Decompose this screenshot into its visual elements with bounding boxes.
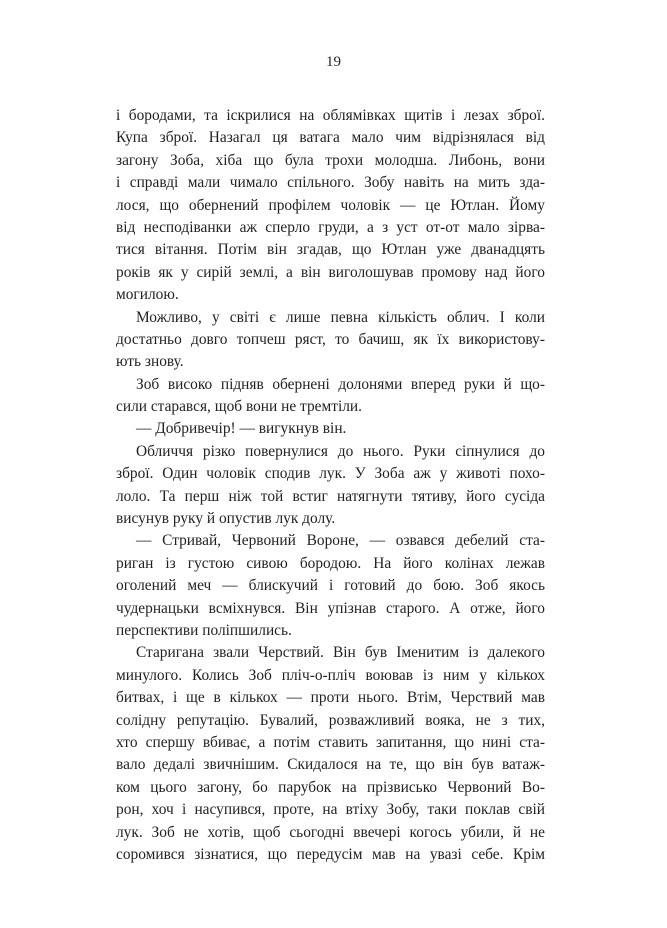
paragraph	[116, 530, 545, 642]
text-line: загону Зоба, хіба що була трохи молодша. Либонь, вони	[116, 151, 545, 169]
page-number: 19	[326, 54, 341, 70]
text-line: і справді мали чимало спільного. Зобу навіть на мить зда-	[116, 174, 545, 192]
paragraph	[116, 374, 545, 419]
text-line: перспективи поліпшились.	[116, 621, 292, 639]
text-line: ють знову.	[116, 353, 184, 371]
text-line: Зоб високо підняв обернені долонями вперед руки й що-	[136, 375, 545, 393]
text-line: сили старався, щоб вони не тремтіли.	[116, 398, 362, 416]
paragraph	[116, 642, 545, 866]
text-line: років як у сирій землі, а він виголошував промову над його	[116, 263, 545, 281]
paragraph	[116, 441, 545, 531]
text-line: Старигана звали Черствий. Він був Іменитим із далекого	[136, 644, 545, 662]
text-line: чудернацьки всміхнувся. Він упізнав старого. А отже, його	[116, 599, 545, 617]
text-line: Обличчя різко повернулися до нього. Руки сіпнулися до	[136, 442, 545, 460]
text-line: битвах, і ще в кількох — проти нього. Втім, Черствий мав	[116, 689, 545, 707]
text-line: від несподіванки аж сперло груди, а з уст от-от мало зірва-	[116, 218, 545, 236]
text-line: минулого. Колись Зоб пліч-о-пліч воював із ним у кількох	[116, 666, 545, 684]
text-line: лося, що обернений профілем чоловік — це Ютлан. Йому	[116, 196, 545, 214]
text-line: рон, хоч і насупився, проте, на втіху Зобу, таки поклав свій	[116, 801, 545, 819]
text-line: — Стривай, Червоний Вороне, — озвався дебелий ста-	[136, 532, 545, 550]
text-line: ком цього загону, бо парубок на прізвисько Червоний Во-	[116, 778, 545, 796]
text-line: тися вітання. Потім він згадав, що Ютлан уже дванадцять	[116, 241, 545, 259]
text-line: оголений меч — блискучий і готовий до бою. Зоб якось	[116, 577, 545, 595]
text-line: і бородами, та іскрилися на облямівках щитів і лезах зброї.	[116, 107, 545, 124]
text-line: соромився зізнатися, що передусім мав на увазі себе. Крім	[116, 845, 545, 863]
text-line: солідну репутацію. Бувалий, розважливий вояка, не з тих,	[116, 711, 545, 729]
text-line: Можливо, у світі є лише певна кількість облич. І коли	[136, 308, 545, 326]
text-line: вало дедалі звичнішим. Скидалося на те, що він був ватаж-	[116, 756, 545, 774]
text-line: могилою.	[116, 286, 179, 304]
text-line: хто спершу вбиває, а потім ставить запитання, що нині ста-	[116, 733, 545, 751]
text-line: риган із густою сивою бородою. На його колінах лежав	[116, 554, 545, 572]
text-line: достатньо довго топчеш ряст, то бачиш, як їх використову-	[116, 330, 545, 348]
paragraph	[116, 307, 545, 374]
text-line: лук. Зоб не хотів, щоб сьогодні ввечері когось убили, й не	[116, 823, 545, 841]
text-line: висунув руку й опустив лук долу.	[116, 510, 336, 528]
text-line: — Добривечір! — вигукнув він.	[136, 420, 347, 438]
body-text	[116, 105, 545, 866]
text-line: зброї. Один чоловік сподив лук. У Зоба аж у животі похо-	[116, 465, 545, 483]
text-line: лоло. Та перш ніж той встиг натягнути тятиву, його сусіда	[116, 487, 545, 505]
text-line: Купа зброї. Назагал ця ватага мало чим відрізнялася від	[116, 129, 545, 147]
paragraph	[116, 418, 545, 440]
paragraph	[116, 105, 545, 307]
